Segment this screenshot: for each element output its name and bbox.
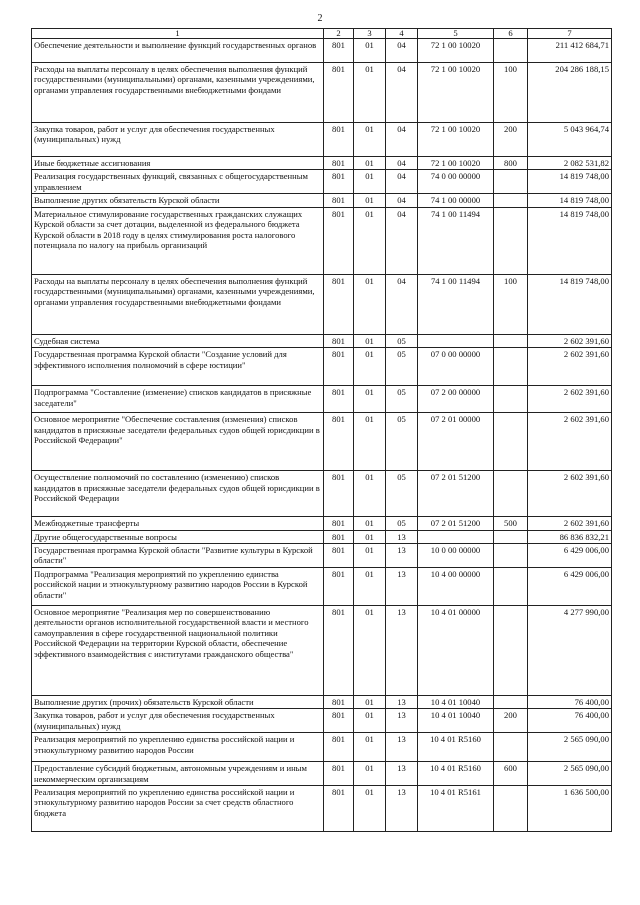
row-code-6: [494, 386, 528, 413]
row-code-3: 01: [354, 606, 386, 696]
row-name: Государственная программа Курской области "Развитие культуры в Курской области": [32, 544, 324, 568]
row-code-5: 72 1 00 10020: [418, 123, 494, 157]
row-code-4: 04: [386, 194, 418, 207]
row-code-6: 100: [494, 63, 528, 123]
row-name: Закупка товаров, работ и услуг для обеспечения государственных (муниципальных) нужд: [32, 123, 324, 157]
row-amount: 14 819 748,00: [528, 170, 612, 194]
row-code-2: 801: [324, 170, 354, 194]
row-code-4: 04: [386, 123, 418, 157]
row-code-2: 801: [324, 123, 354, 157]
row-amount: 2 602 391,60: [528, 348, 612, 386]
row-code-3: 01: [354, 709, 386, 733]
row-code-5: 10 4 01 R5160: [418, 762, 494, 786]
row-amount: 2 602 391,60: [528, 471, 612, 517]
row-code-2: 801: [324, 568, 354, 606]
row-code-6: [494, 170, 528, 194]
row-code-4: 04: [386, 157, 418, 170]
table-row: [32, 63, 612, 123]
row-code-6: 600: [494, 762, 528, 786]
row-code-6: [494, 696, 528, 709]
row-name: Государственная программа Курской области "Создание условий для эффективного исполнения полномочий в сфере юстиции": [32, 348, 324, 386]
row-code-6: [494, 348, 528, 386]
table-row: [32, 170, 612, 194]
row-name: Межбюджетные трансферты: [32, 517, 324, 530]
row-code-4: 04: [386, 63, 418, 123]
row-code-4: 13: [386, 709, 418, 733]
row-code-6: [494, 334, 528, 347]
row-amount: 76 400,00: [528, 709, 612, 733]
row-code-4: 05: [386, 334, 418, 347]
table-row: [32, 157, 612, 170]
table-row: [32, 207, 612, 274]
table-row: [32, 762, 612, 786]
row-code-2: 801: [324, 157, 354, 170]
row-code-5: [418, 334, 494, 347]
table-row: [32, 334, 612, 347]
row-name: Материальное стимулирование государственных гражданских служащих Курской области за счет дотации, выделенной из федерального бюджета Курской области в 2018 году в целях стимулирования роста налогового потенциала по налогу на прибыль организаций: [32, 207, 324, 274]
table-row: [32, 413, 612, 471]
row-code-5: 74 1 00 11494: [418, 274, 494, 334]
table-row: [32, 544, 612, 568]
row-code-2: 801: [324, 334, 354, 347]
table-row: [32, 274, 612, 334]
row-amount: 1 636 500,00: [528, 786, 612, 832]
row-name: Подпрограмма "Составление (изменение) списков кандидатов в присяжные заседатели": [32, 386, 324, 413]
row-code-3: 01: [354, 696, 386, 709]
budget-table: [31, 28, 612, 832]
row-name: Расходы на выплаты персоналу в целях обеспечения выполнения функций государственными (муниципальными) органами, казенными учреждениями, органами управления государственными внебюджетными фондами: [32, 274, 324, 334]
row-code-3: 01: [354, 123, 386, 157]
row-code-4: 13: [386, 544, 418, 568]
row-code-4: 13: [386, 786, 418, 832]
row-name: Выполнение других обязательств Курской области: [32, 194, 324, 207]
row-code-2: 801: [324, 696, 354, 709]
row-code-3: 01: [354, 170, 386, 194]
row-code-4: 13: [386, 530, 418, 543]
row-code-5: [418, 530, 494, 543]
row-code-3: 01: [354, 413, 386, 471]
page-number: 2: [317, 13, 323, 24]
row-amount: 2 602 391,60: [528, 413, 612, 471]
row-code-2: 801: [324, 530, 354, 543]
row-amount: 2 602 391,60: [528, 334, 612, 347]
table-row: [32, 733, 612, 762]
row-code-3: 01: [354, 157, 386, 170]
row-code-5: 07 2 01 00000: [418, 413, 494, 471]
row-code-3: 01: [354, 39, 386, 63]
table-body: [32, 39, 612, 832]
row-name: Закупка товаров, работ и услуг для обеспечения государственных (муниципальных) нужд: [32, 709, 324, 733]
table-row: [32, 194, 612, 207]
row-name: Расходы на выплаты персоналу в целях обеспечения выполнения функций государственными (муниципальными) органами, казенными учреждениями, органами управления государственными внебюджетными фондами: [32, 63, 324, 123]
row-amount: 211 412 684,71: [528, 39, 612, 63]
row-code-3: 01: [354, 762, 386, 786]
row-name: Реализация мероприятий по укреплению единства российской нации и этнокультурному развитию народов России за счет средств областного бюджета: [32, 786, 324, 832]
table-row: [32, 348, 612, 386]
row-name: Основное мероприятие "Обеспечение составления (изменения) списков кандидатов в присяжные заседатели федеральных судов общей юрисдикции в Российской Федерации": [32, 413, 324, 471]
row-name: Судебная система: [32, 334, 324, 347]
row-name: Осуществление полномочий по составлению (изменению) списков кандидатов в присяжные заседатели федеральных судов общей юрисдикции в Российской Федерации: [32, 471, 324, 517]
table-row: [32, 123, 612, 157]
row-name: Основное мероприятие "Реализация мер по совершенствованию деятельности органов исполнительной государственной власти и местного самоуправления в сфере государственной национальной политики Российской Федерации на территории Курской области, обеспечение эффективного взаимодействия с институтами гражданского общества": [32, 606, 324, 696]
row-code-6: [494, 471, 528, 517]
row-name: Обеспечение деятельности и выполнение функций государственных органов: [32, 39, 324, 63]
column-header-1: 1: [32, 29, 324, 39]
row-name: Реализация мероприятий по укреплению единства российской нации и этнокультурному развитию народов России: [32, 733, 324, 762]
row-amount: 2 565 090,00: [528, 733, 612, 762]
row-amount: 2 565 090,00: [528, 762, 612, 786]
row-code-2: 801: [324, 709, 354, 733]
row-code-5: 07 2 01 51200: [418, 471, 494, 517]
row-code-3: 01: [354, 207, 386, 274]
row-code-6: 200: [494, 123, 528, 157]
column-header-3: 3: [354, 29, 386, 39]
row-code-5: 10 4 01 R5161: [418, 786, 494, 832]
row-code-5: 74 1 00 11494: [418, 207, 494, 274]
row-code-4: 13: [386, 762, 418, 786]
row-code-3: 01: [354, 530, 386, 543]
row-code-6: 500: [494, 517, 528, 530]
row-code-5: 10 4 01 00000: [418, 606, 494, 696]
row-amount: 14 819 748,00: [528, 274, 612, 334]
row-code-3: 01: [354, 544, 386, 568]
row-code-4: 05: [386, 471, 418, 517]
row-code-4: 13: [386, 606, 418, 696]
row-code-6: 200: [494, 709, 528, 733]
row-code-4: 13: [386, 696, 418, 709]
row-code-5: 07 2 01 51200: [418, 517, 494, 530]
row-code-5: 72 1 00 10020: [418, 157, 494, 170]
row-amount: 6 429 006,00: [528, 568, 612, 606]
row-code-5: 74 0 00 00000: [418, 170, 494, 194]
row-code-4: 05: [386, 413, 418, 471]
row-code-6: [494, 544, 528, 568]
row-code-3: 01: [354, 733, 386, 762]
row-code-5: 07 0 00 00000: [418, 348, 494, 386]
row-code-4: 13: [386, 568, 418, 606]
row-code-2: 801: [324, 207, 354, 274]
row-code-2: 801: [324, 274, 354, 334]
row-code-3: 01: [354, 386, 386, 413]
row-code-3: 01: [354, 274, 386, 334]
row-code-2: 801: [324, 733, 354, 762]
row-amount: 2 602 391,60: [528, 386, 612, 413]
row-code-3: 01: [354, 194, 386, 207]
row-code-5: 10 4 00 00000: [418, 568, 494, 606]
row-amount: 204 286 188,15: [528, 63, 612, 123]
row-amount: 2 082 531,82: [528, 157, 612, 170]
row-code-4: 04: [386, 170, 418, 194]
row-code-6: [494, 194, 528, 207]
table-row: [32, 696, 612, 709]
row-code-6: [494, 568, 528, 606]
table-row: [32, 786, 612, 832]
row-code-2: 801: [324, 762, 354, 786]
row-amount: 4 277 990,00: [528, 606, 612, 696]
row-code-2: 801: [324, 517, 354, 530]
row-code-2: 801: [324, 544, 354, 568]
row-code-6: [494, 207, 528, 274]
row-name: Выполнение других (прочих) обязательств Курской области: [32, 696, 324, 709]
row-code-5: 74 1 00 00000: [418, 194, 494, 207]
row-amount: 86 836 832,21: [528, 530, 612, 543]
row-code-4: 13: [386, 733, 418, 762]
row-code-6: [494, 530, 528, 543]
column-header-2: 2: [324, 29, 354, 39]
row-amount: 5 043 964,74: [528, 123, 612, 157]
row-amount: 14 819 748,00: [528, 194, 612, 207]
row-code-2: 801: [324, 786, 354, 832]
row-code-6: [494, 786, 528, 832]
row-code-4: 05: [386, 386, 418, 413]
row-name: Подпрограмма "Реализация мероприятий по укреплению единства российской нации и этнокультурному развитию народов России в Курской области": [32, 568, 324, 606]
row-code-2: 801: [324, 606, 354, 696]
table-header-row: [32, 29, 612, 39]
row-code-2: 801: [324, 413, 354, 471]
row-name: Другие общегосударственные вопросы: [32, 530, 324, 543]
column-header-5: 5: [418, 29, 494, 39]
row-amount: 2 602 391,60: [528, 517, 612, 530]
row-code-4: 04: [386, 274, 418, 334]
row-name: Предоставление субсидий бюджетным, автономным учреждениям и иным некоммерческим организациям: [32, 762, 324, 786]
row-code-6: [494, 413, 528, 471]
column-header-4: 4: [386, 29, 418, 39]
row-amount: 14 819 748,00: [528, 207, 612, 274]
table-row: [32, 471, 612, 517]
table-row: [32, 517, 612, 530]
row-code-2: 801: [324, 63, 354, 123]
row-code-5: 72 1 00 10020: [418, 39, 494, 63]
column-header-7: 7: [528, 29, 612, 39]
row-code-2: 801: [324, 386, 354, 413]
row-code-6: [494, 39, 528, 63]
table-row: [32, 606, 612, 696]
row-code-2: 801: [324, 39, 354, 63]
row-code-2: 801: [324, 348, 354, 386]
row-code-5: 10 4 01 10040: [418, 696, 494, 709]
row-code-3: 01: [354, 786, 386, 832]
row-code-6: 100: [494, 274, 528, 334]
row-code-5: 72 1 00 10020: [418, 63, 494, 123]
table-row: [32, 386, 612, 413]
row-code-2: 801: [324, 194, 354, 207]
row-code-5: 10 4 01 R5160: [418, 733, 494, 762]
row-amount: 6 429 006,00: [528, 544, 612, 568]
row-code-3: 01: [354, 517, 386, 530]
row-code-4: 04: [386, 39, 418, 63]
row-code-2: 801: [324, 471, 354, 517]
row-code-4: 05: [386, 517, 418, 530]
row-code-3: 01: [354, 334, 386, 347]
table-row: [32, 568, 612, 606]
table-row: [32, 709, 612, 733]
row-code-3: 01: [354, 348, 386, 386]
table-row: [32, 39, 612, 63]
row-code-5: 10 0 00 00000: [418, 544, 494, 568]
column-header-6: 6: [494, 29, 528, 39]
table-row: [32, 530, 612, 543]
row-code-6: [494, 733, 528, 762]
row-code-5: 10 4 01 10040: [418, 709, 494, 733]
row-name: Реализация государственных функций, связанных с общегосударственным управлением: [32, 170, 324, 194]
row-code-6: [494, 606, 528, 696]
row-code-3: 01: [354, 568, 386, 606]
row-code-4: 05: [386, 348, 418, 386]
row-code-3: 01: [354, 471, 386, 517]
row-amount: 76 400,00: [528, 696, 612, 709]
row-name: Иные бюджетные ассигнования: [32, 157, 324, 170]
row-code-3: 01: [354, 63, 386, 123]
row-code-4: 04: [386, 207, 418, 274]
row-code-6: 800: [494, 157, 528, 170]
row-code-5: 07 2 00 00000: [418, 386, 494, 413]
